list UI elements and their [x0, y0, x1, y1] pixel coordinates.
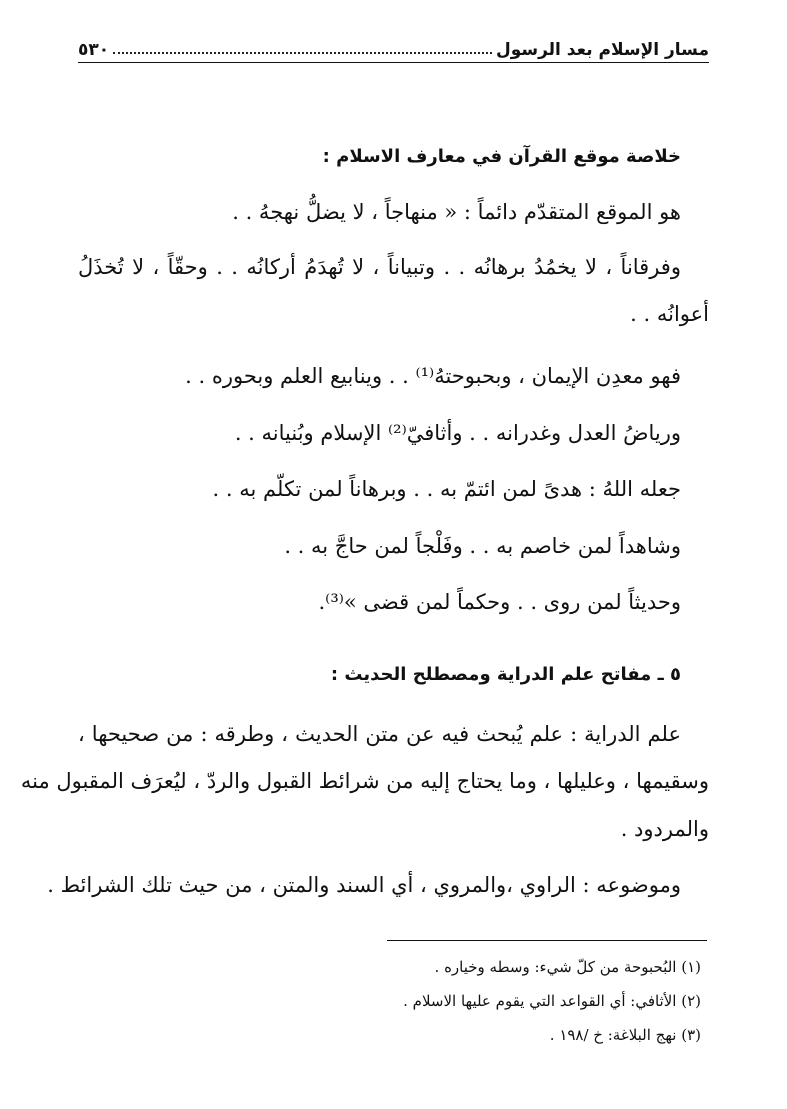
body-line: وموضوعه : الراوي ،والمروي ، أي السند والمتن ، من حيث تلك الشرائط .: [47, 873, 681, 897]
body-line: والمردود .: [620, 817, 709, 841]
section-heading-quran: خلاصة موقع القرآن في معارف الاسلام :: [322, 146, 681, 167]
body-line: جعله اللهُ : هدىً لمن ائتمّ به . . وبرهاناً لمن تكلّم به . .: [212, 477, 681, 501]
body-line: هو الموقع المتقدّم دائماً : « منهاجاً ، لا يضلُّ نهجهُ . .: [232, 200, 681, 224]
body-line: ورياضُ العدل وغدرانه . . وأثافيّ⁽²⁾ الإسلام وبُنيانه . .: [234, 421, 681, 445]
header-rule: [78, 62, 709, 63]
body-line: وسقيمها ، وعليلها ، وما يحتاج إليه من شرائط القبول والردّ ، ليُعرَف المقبول منه: [20, 769, 709, 793]
body-line: علم الدراية : علم يُبحث فيه عن متن الحديث ، وطرقه : من صحيحها ،: [78, 722, 681, 746]
book-title: مسار الإسلام بعد الرسول: [495, 40, 709, 60]
body-line: وشاهداً لمن خاصم به . . وفَلْجاً لمن حاجَّ به . .: [284, 534, 681, 558]
footnote-rule: [387, 940, 707, 941]
body-line: فهو معدِن الإيمان ، وبحبوحتهُ⁽¹⁾ . . وينابيع العلم وبحوره . .: [185, 364, 681, 388]
footnote-2: (٢) الأثافي: أي القواعد التي يقوم عليها الاسلام .: [403, 992, 701, 1010]
footnote-1: (١) البُحبوحة من كلّ شيء: وسطه وخياره .: [434, 958, 701, 976]
running-header: [78, 30, 709, 60]
page-number: ٥٣٠: [78, 40, 110, 60]
footnote-3: (٣) نهج البلاغة: خ /١٩٨ .: [549, 1026, 701, 1044]
header-leader-dots: [113, 51, 492, 54]
footnotes: [200, 958, 701, 1060]
body-line: وفرقاناً ، لا يخمُدُ برهانُه . . وتبياناً ، لا تُهدَمُ أركانُه . . وحقّاً ، لا تُخذَلُ: [78, 255, 681, 279]
body-line: وحديثاً لمن روى . . وحكماً لمن قضى »⁽³⁾.: [318, 590, 681, 614]
section-heading-dirayah: ٥ ـ مفاتح علم الدراية ومصطلح الحديث :: [330, 664, 681, 685]
body-line: أعوانُه . .: [630, 302, 709, 326]
